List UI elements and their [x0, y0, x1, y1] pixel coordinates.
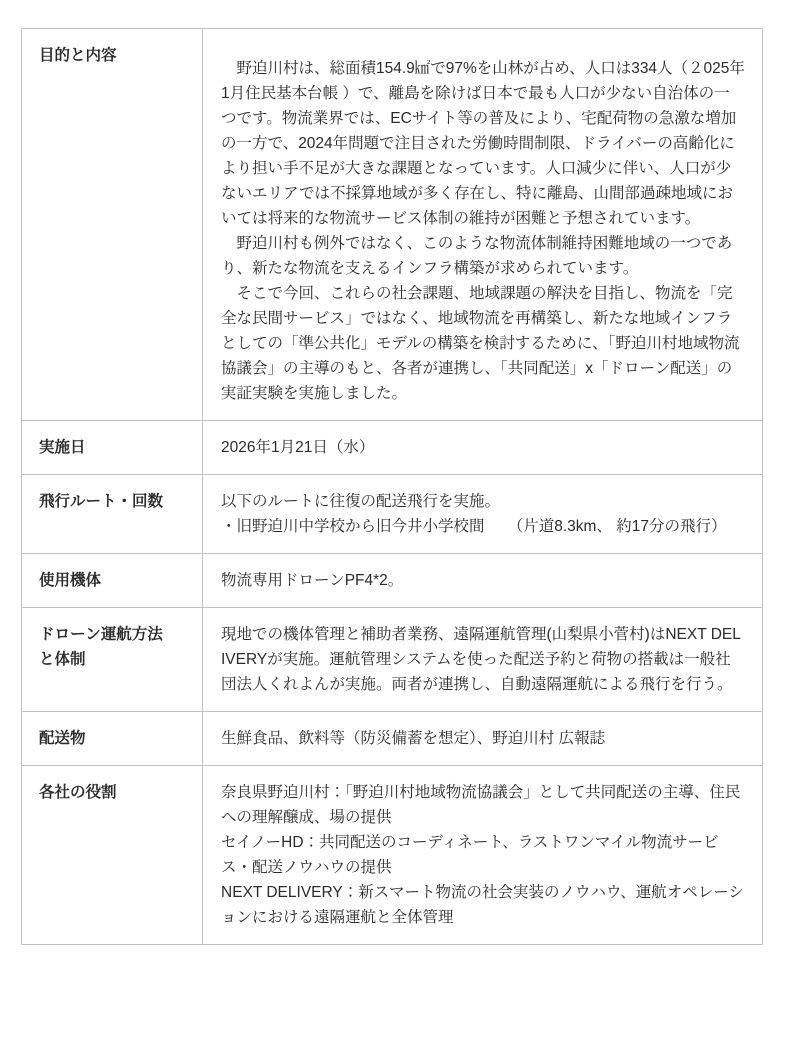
- paragraph: NEXT DELIVERY：新スマート物流の社会実装のノウハウ、運航オペレーションにおける遠隔運航と全体管理: [221, 884, 744, 926]
- row-label-text: 各社の役割: [39, 784, 117, 801]
- paragraph: ・旧野迫川中学校から旧今井小学校間 （片道8.3km、 約17分の飛行）: [221, 518, 727, 535]
- row-label-cargo: [22, 712, 203, 766]
- row-label-text: ドローン運航方法と体制: [39, 626, 163, 668]
- row-content-aircraft: [203, 554, 763, 608]
- row-content-route: [203, 475, 763, 554]
- row-label-text: 使用機体: [39, 572, 102, 589]
- paragraph: セイノーHD：共同配送のコーディネート、ラストワンマイル物流サービス・配送ノウハウの提供: [221, 834, 719, 876]
- paragraph: 奈良県野迫川村：「野迫川村地域物流協議会」として共同配送の主導、住民への理解醸成、場の提供: [221, 784, 741, 826]
- row-label-text: 飛行ルート・回数: [39, 493, 164, 510]
- paragraph: 現地での機体管理と補助者業務、遠隔運航管理(山梨県小菅村)はNEXT DELIVERYが実施。運航管理システムを使った配送予約と荷物の搭載は一般社団法人くれよんが実施。両者が連携し、自動遠隔運航による飛行を行う。: [221, 626, 741, 693]
- info-table: [21, 28, 763, 945]
- paragraph: 物流専用ドローンPF4*2。: [221, 572, 404, 589]
- table-row: [22, 766, 763, 945]
- table-row: [22, 608, 763, 712]
- row-label-date: [22, 421, 203, 475]
- row-content-purpose: [203, 29, 763, 421]
- table-row: [22, 475, 763, 554]
- table-row: [22, 712, 763, 766]
- row-label-roles: [22, 766, 203, 945]
- row-content-roles: [203, 766, 763, 945]
- table-row: [22, 421, 763, 475]
- row-label-purpose: [22, 29, 203, 421]
- row-content-operation: [203, 608, 763, 712]
- row-content-cargo: [203, 712, 763, 766]
- paragraph: 野迫川村は、総面積154.9㎢で97%を山林が占め、人口は334人（２025年1月住民基本台帳 ）で、離島を除けば日本で最も人口が少ない自治体の一つです。物流業界では、ECサイト等の普及により、宅配荷物の急激な増加の一方で、2024年問題で注目された労働時間制限、ドライバーの高齢化により担い手不足が大きな課題となっています。人口減少に伴い、人口が少ないエリアでは不採算地域が多く存在し、特に離島、山間部過疎地域においては将来的な物流サービス体制の維持が困難と予想されています。: [221, 60, 745, 227]
- table-row: [22, 554, 763, 608]
- row-content-date: [203, 421, 763, 475]
- row-label-text: 実施日: [39, 439, 86, 456]
- paragraph: 生鮮食品、飲料等（防災備蓄を想定）、野迫川村 広報誌: [221, 730, 606, 747]
- paragraph: 以下のルートに往復の配送飛行を実施。: [221, 493, 501, 510]
- row-label-route: [22, 475, 203, 554]
- row-label-operation: [22, 608, 203, 712]
- row-label-text: 配送物: [39, 730, 86, 747]
- row-label-aircraft: [22, 554, 203, 608]
- paragraph: 2026年1月21日（水）: [221, 439, 375, 456]
- row-label-text: 目的と内容: [39, 47, 117, 64]
- paragraph: 野迫川村も例外ではなく、このような物流体制維持困難地域の一つであり、新たな物流を支えるインフラ構築が求められています。: [221, 235, 733, 277]
- table-row: [22, 29, 763, 421]
- paragraph: そこで今回、これらの社会課題、地域課題の解決を目指し、物流を「完全な民間サービス」ではなく、地域物流を再構築し、新たな地域インフラとしての「準公共化」モデルの構築を検討するために、「野迫川村地域物流協議会」の主導のもと、各者が連携し、「共同配送」x「ドローン配送」の実証実験を実施しました。: [221, 285, 740, 402]
